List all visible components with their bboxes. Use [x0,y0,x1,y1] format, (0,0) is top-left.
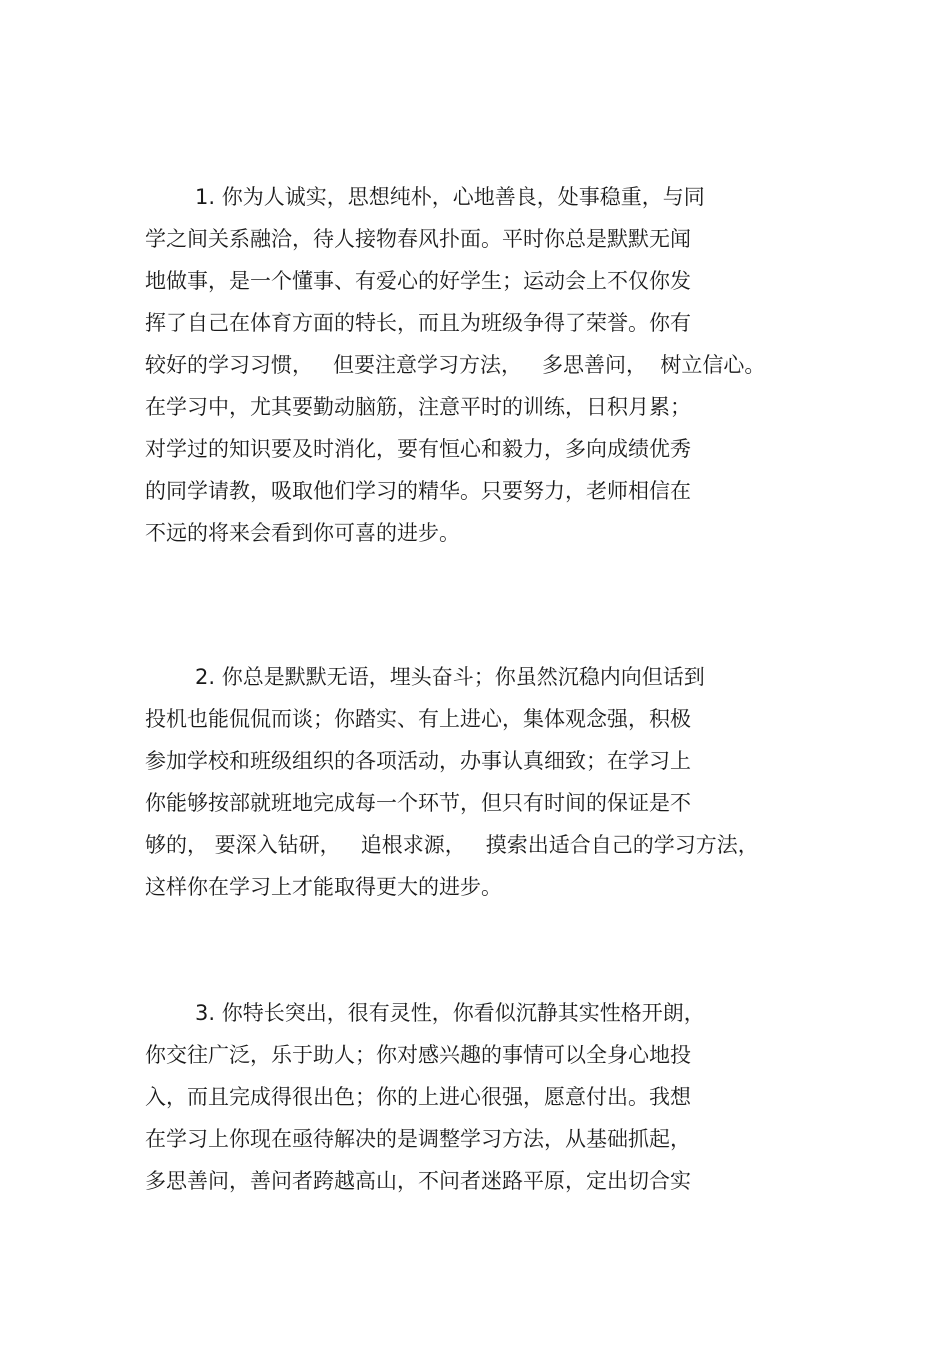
paragraph-line: 参加学校和班级组织的各项活动，办事认真细致；在学习上 [145,749,691,773]
paragraph-line: 对学过的知识要及时消化，要有恒心和毅力，多向成绩优秀 [145,437,691,461]
paragraph-line: 学之间关系融洽，待人接物春风扑面。平时你总是默默无闻 [145,227,691,251]
paragraph-line: 挥了自己在体育方面的特长，而且为班级争得了荣誉。你有 [145,311,691,335]
paragraph-line: 入，而且完成得很出色；你的上进心很强，愿意付出。我想 [145,1085,691,1109]
paragraph-line: 的同学请教，吸取他们学习的精华。只要努力，老师相信在 [145,479,691,503]
paragraph-line: 这样你在学习上才能取得更大的进步。 [145,875,502,899]
paragraph-line: 不远的将来会看到你可喜的进步。 [145,521,460,545]
paragraph-line: 较好的学习习惯， 但要注意学习方法， 多思善问， 树立信心。 [145,353,766,377]
paragraph-line: 多思善问，善问者跨越高山，不问者迷路平原，定出切合实 [145,1169,691,1193]
paragraph-line: 在学习中，尤其要勤动脑筋，注意平时的训练，日积月累； [145,395,691,419]
paragraph-line: 在学习上你现在亟待解决的是调整学习方法，从基础抓起， [145,1127,691,1151]
paragraph-line: 3. 你特长突出，很有灵性，你看似沉静其实性格开朗， [195,1001,705,1025]
paragraph-line: 投机也能侃侃而谈；你踏实、有上进心，集体观念强，积极 [145,707,691,731]
paragraph-line: 2. 你总是默默无语，埋头奋斗；你虽然沉稳内向但话到 [195,665,705,689]
paragraph-2 [145,656,845,908]
paragraph-line: 你能够按部就班地完成每一个环节，但只有时间的保证是不 [145,791,691,815]
paragraph-line: 1. 你为人诚实，思想纯朴，心地善良，处事稳重，与同 [195,185,705,209]
paragraph-3 [145,992,845,1202]
paragraph-line: 你交往广泛，乐于助人；你对感兴趣的事情可以全身心地投 [145,1043,691,1067]
paragraph-1 [145,176,845,554]
paragraph-line: 够的， 要深入钻研， 追根求源， 摸索出适合自己的学习方法， [145,833,759,857]
paragraph-line: 地做事，是一个懂事、有爱心的好学生；运动会上不仅你发 [145,269,691,293]
